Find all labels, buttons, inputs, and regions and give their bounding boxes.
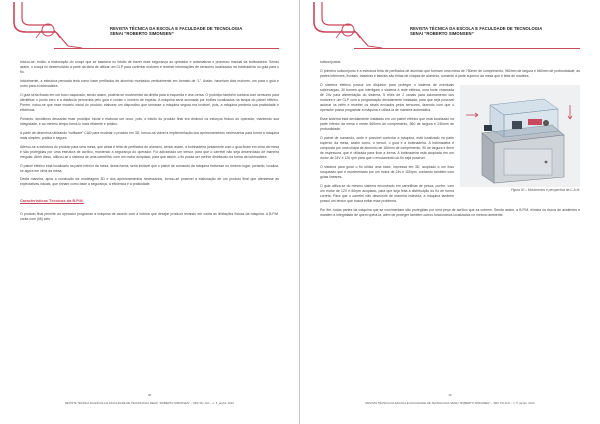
figure-machine-render [460,85,580,197]
header-title-line1: REVISTA TÉCNICA DA ESCOLA E FACULDADE DE TECNOLOGIA [410,26,543,31]
right-page-body [320,60,580,222]
paragraph: Por fim, todas partes da máquina que se movimentam são protegidas por uma peça de acrílico que as cobrem. Sendo assim, a B.P.M. elimina os riscos de acidentes e mantém a integridade de quem operá-la, além de proteger também outros funcionários localizados no mesmo ambiente. [320,207,580,217]
page-number: 48 [147,393,152,397]
header-title [110,26,242,36]
paragraph: O sistema para guiar o fio utiliza uma base, impressa em 3D, acoplado a um fuso rosqueado que é movimentado por um motor de 24v e 100rpm, contando também com guias lineares. [320,164,454,179]
header-title-line2: SENAI “ROBERTO SIMONSEN” [410,31,474,37]
paragraph: Iniciou-se, então, a elaboração do croqui que se baseava no intuito de trazer mais segurança ao operador e automatizar o processo manual da bobinadeira. Sendo assim, o croqui foi desenvolvido a partir da ideia de utilizar um CLP para controlar motores e receber informações de sensores localizados na bobinadeira no guia para o fio. [20,60,279,75]
figure-caption: Figura 02 – Movimentos e perspectiva da C.A.M. [510,187,580,192]
paragraph: Alterou-se a estrutura do produto para uma mesa, que ainda é feita de perfilados de alumínio, sendo assim, a bobinadeira juntamente com o guia ficam em cima da mesa e são protegidas por uma estrutura de acrílico, mantendo a segurança do operador. Foi adicionado um tensor, para que o carretel não seja desenrolado de maneira irregular. Além disso, utilizou-se o sistema de uma carretilha, com um motor acoplado, para que assim, o fio possa ser melhor distribuído na forma da bobinadeira. [20,144,279,159]
paragraph: A partir de desenhos utilizando “software” CAD para modelar o produto em 3D, tornou-se viável a implementação dos aprimoramentos necessários para tornar a máquina mais simples, prática e segura. [20,130,279,140]
header-title [410,26,542,36]
paragraph: O sistema elétrico possui um disjuntor para proteger o sistema de eventuais sobrecargas, 30 bornes que interligam o sistema à rede elétrica, uma fonte chaveada de 24v para alimentação do sistema, 5 relés de 2 canais para acionamento dos motores e um CLP com a programação devidamente instalada, para que seja possível acionar os relés e receber os sinais enviados pelos sensores, fazendo com que o operador possa programar a máquina e utilizá-la de maneira automática. [320,82,454,112]
paragraph: O painel de comando, onde é possível controlar a máquina, está localizado na parte superior da mesa, assim como, o tensor, o guia e a bobinadeira. A bobinadeira é composta por uma chapa de alumínio de 160mm de comprimento, 90 de largura e 8mm de espessura, que é utilizada para fixar a forma. A bobinadeira está acoplada em um motor de 24V e 120 rpm para que o enrolamento do fio seja possível. [320,135,454,160]
machine-render-image [460,85,580,187]
header-divider [54,48,279,49]
header-title-line2: SENAI “ROBERTO SIMONSEN” [110,31,174,37]
page-footer: REVISTA TÉCNICA DA ESCOLA E FACULDADE DE TECNOLOGIA SENAI “ROBERTO SIMONSEN” – SRC PH-JLO – n. 5, jan/jul. 2010 [365,402,535,405]
section-title: Características Técnicas da B.P.M. [20,197,84,203]
header-divider [354,48,580,49]
paragraph: Inicialmente, a estrutura pensada teria como base perfilados de alumínio montados verticalmente em formato de “L”. Assim, haveriam dois motores, um para o guia e outro para a bobinadeira. [20,78,279,88]
page-footer: REVISTA TÉCNICA DA ESCOLA E FACULDADE DE TECNOLOGIA SENAI “ROBERTO SIMONSEN” – SRC PH-JLO – n. 5, jan/jul. 2010 [65,402,234,405]
right-page [300,0,600,424]
paragraph: O produto final permite ao operador programar a máquina de acordo com a bobina que desejar produzir levando em conta as limitações físicas da máquina. A B.P.M. conta com (06) seis [20,211,279,221]
paragraph: subconjuntos. [320,60,342,64]
paragraph: O guia utiliza-se do mesmo sistema encontrado em carretilhas de pesca, porém, com um motor de 12V e 60rpm acoplado, para que seja feita a distribuição do fio de forma correta. Para que o carretel não desenrole de maneira indevida, a máquina também possui um tensor que busca evitar esse problema. [320,183,454,203]
paragraph: O guia seria fixado em um fuso rosqueado, sendo assim, poderia se movimentar da direita para a esquerda e vice-versa. O protótipo também contava com sensores para identificar o ponto zero e a distância percorrida pelo guia e contar o número de espiras. A máquina seria acionada por botões localizados na tampa do painel elétrico. Porém, notou-se que esse modelo inicial do produto, elaborar um dispositivo que tornasse a máquina segura era inviável, pois, a máquina perderia sua praticidade e eficiência. [20,92,279,112]
paragraph: Esse sistema está devidamente instalado em um painel elétrico que está localizado na parte inferior da mesa e mede 560mm de comprimento, 560 de largura e 240mm de profundidade. [320,116,454,131]
paragraph: Desta maneira, após a conclusão da modelagem 3D e dos aprimoramentos necessários, tornou-se possível a elaboração de um produto final que atendesse as expectativas iniciais, que tinham como base a segurança, a eficiência e a praticidade. [20,177,279,187]
header-title-line1: REVISTA TÉCNICA DA ESCOLA E FACULDADE DE TECNOLOGIA [110,26,243,31]
page-number: 49 [448,393,452,397]
paragraph: Portanto, decidimos descartar esse protótipo inicial e elaborar um novo, pois, o intuito do produto final era diminuir os esforços físicos do operador, mantendo sua integridade, e ao mesmo tempo torná-lo mais eficiente e prático. [20,116,279,126]
left-page-body [20,60,279,225]
paragraph: O primeiro subconjunto é a estrutura feita de perfilados de alumínio que formam uma mesa de 750mm de comprimento, 960mm de largura e 660mm de profundidade, as partes inferiores, frontais, traseiras e laterais são feitas de chapas de alumínio, somente a parte superior da mesa que é feita de madeira. [320,68,580,78]
senai-logo-icon [312,2,384,52]
senai-logo-icon [12,2,84,52]
paragraph: O painel elétrico está localizado na parte inferior da mesa, desta forma, seria inviável que o painel de comando da máquina estivesse no mesmo lugar, portanto, localiza-se agora em cima da mesa. [20,163,279,173]
